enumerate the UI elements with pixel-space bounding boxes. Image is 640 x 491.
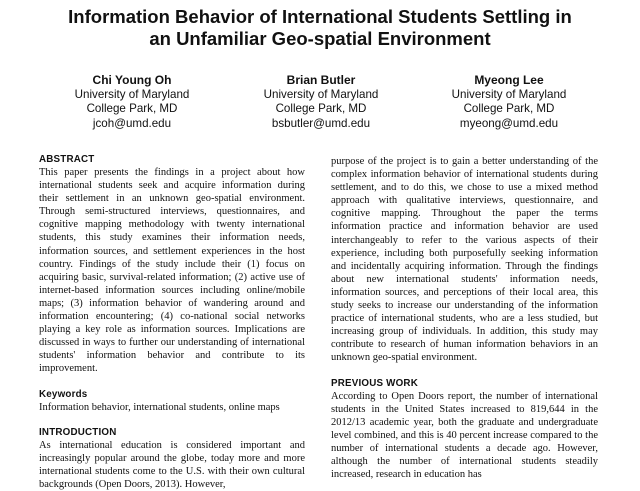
paper-title bbox=[20, 6, 620, 50]
introduction-heading: INTRODUCTION bbox=[39, 426, 117, 438]
author-affiliation: University of Maryland bbox=[451, 87, 567, 101]
right-column bbox=[331, 155, 598, 481]
author-affiliation: University of Maryland bbox=[74, 87, 190, 101]
author-block-3 bbox=[414, 73, 604, 131]
keywords-text: Information behavior, international students, online maps bbox=[39, 401, 280, 413]
author-block-2 bbox=[226, 73, 416, 131]
introduction-text: As international education is considered important and increasingly popular around the globe, today more and more international students come to the U.S. with their own cultural backgrounds (Open Doors, 2013). However, bbox=[39, 439, 305, 490]
previous-work-text: According to Open Doors report, the number of international students in the United States increased to 819,644 in the 2012/13 academic year, both the graduate and undergraduate level combined, and this is 40 percent increase compared to the number of international students a decade ago. However, although the number of international students steadily increased, research in education has bbox=[331, 390, 598, 481]
keywords-heading: Keywords bbox=[39, 388, 88, 400]
author-email: jcoh@umd.edu bbox=[92, 116, 172, 130]
author-location: College Park, MD bbox=[86, 102, 178, 115]
left-column bbox=[39, 154, 305, 491]
author-location: College Park, MD bbox=[275, 102, 367, 115]
previous-work-heading: PREVIOUS WORK bbox=[331, 377, 418, 389]
abstract-heading: ABSTRACT bbox=[39, 154, 95, 165]
author-affiliation: University of Maryland bbox=[263, 87, 379, 101]
author-block-1 bbox=[37, 73, 227, 131]
author-name: Brian Butler bbox=[286, 73, 356, 87]
author-location: College Park, MD bbox=[463, 102, 555, 115]
author-name: Myeong Lee bbox=[474, 73, 544, 87]
title-line-1: Information Behavior of International Students Settling in bbox=[68, 6, 572, 27]
author-email: bsbutler@umd.edu bbox=[271, 116, 371, 130]
introduction-continued-text: purpose of the project is to gain a better understanding of the complex information behavior of international students during settlement, and to do this, we chose to use a mixed method approach with qualitative interviews, questionnaire, and cognitive mapping. Throughout the paper the terms information practice and information behavior are used interchangeably to refer to the various aspects of their experience, including both purposefully seeking information and incidentally acquiring information. Through the findings about new international students' information needs, information sources, and perceptions of their local area, this study seeks to increase our understanding of the information practice of international students, who are a less studied, but increasing group of individuals. In addition, this study may contribute to research of human information behaviors in an unknown geo-spatial environment. bbox=[331, 156, 598, 364]
author-name: Chi Young Oh bbox=[92, 73, 172, 87]
author-email: myeong@umd.edu bbox=[459, 116, 559, 130]
abstract-text: This paper presents the findings in a project about how international students seek and acquire information during their settlement in an unknown geo-spatial environment. Through semi-structured interviews, questionnaires, and cognitive mapping methodology with twenty international students, this study examines their information needs, information sources, and settlement experiences in the host country. Findings of the study include their (1) focus on acquiring basic, survival-related information; (2) active use of internet-based information sources including online/mobile maps; (3) information behavior of wandering around and information encountering; (4) co-national social networks playing a key role as information sources. Implications are discussed in ways to further our understanding of international students' information behavior and contribute to its improvement. bbox=[39, 167, 305, 375]
title-line-2: an Unfamiliar Geo-spatial Environment bbox=[149, 28, 491, 49]
